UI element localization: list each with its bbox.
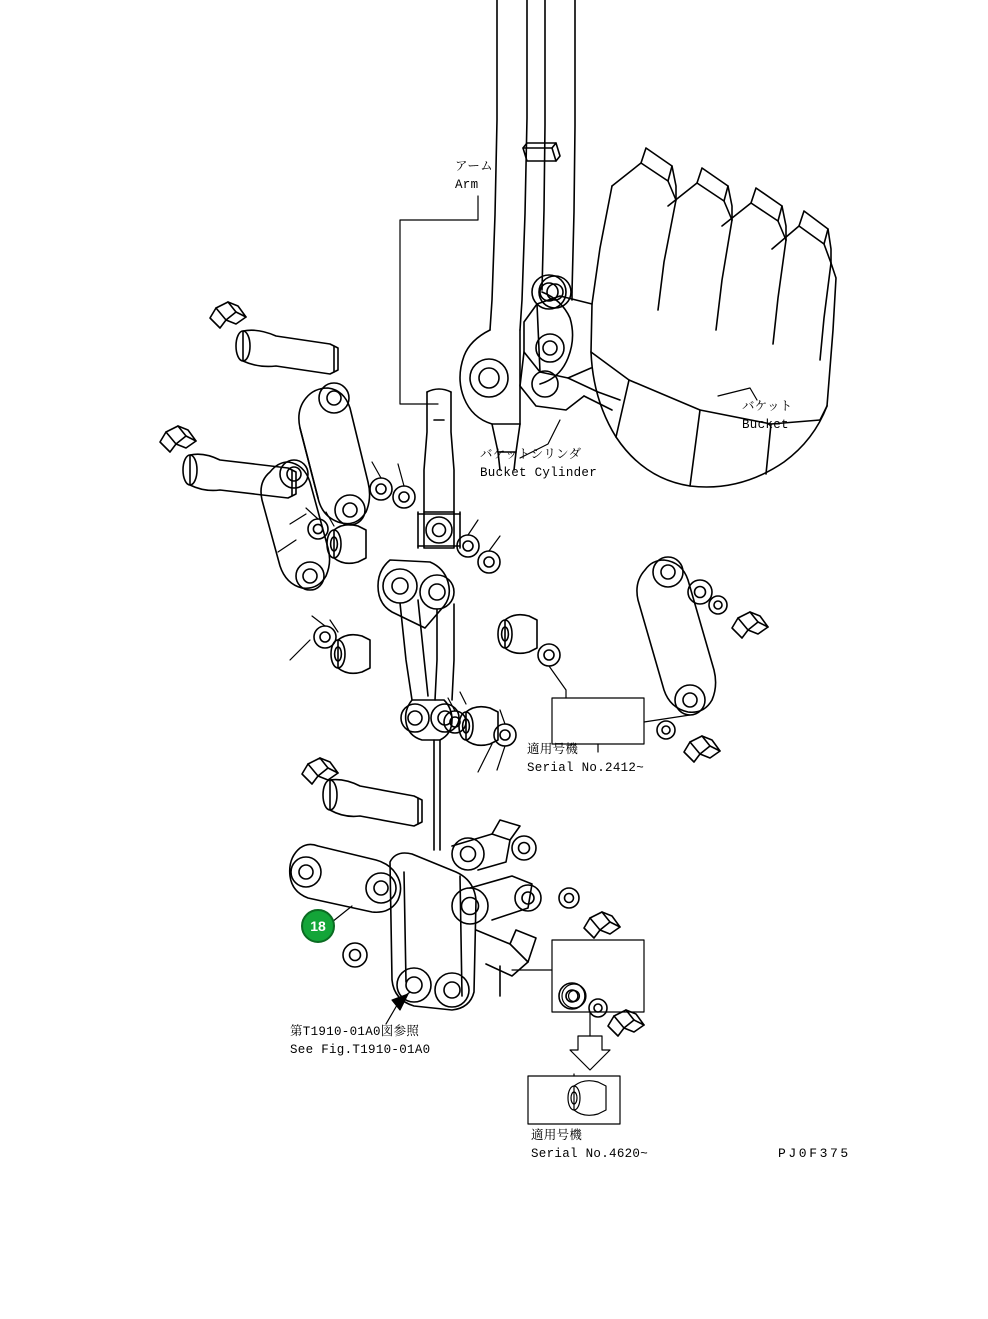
- drawing-code: PJ0F375: [778, 1146, 851, 1161]
- bucket-label-en: Bucket: [742, 418, 789, 432]
- bucket-cylinder-label-jp: バケットシリンダ: [480, 448, 582, 462]
- right-side-link-2412: [637, 557, 768, 762]
- bushing-washer-cluster-lower: [444, 707, 516, 746]
- bucket-assembly: [520, 148, 836, 487]
- arm-label-jp: アーム: [455, 160, 494, 174]
- arm-label-en: Arm: [455, 178, 479, 192]
- callout-18[interactable]: 18: [301, 909, 335, 943]
- bushing-washer-cluster-upper: [308, 478, 500, 573]
- leader-lines: [278, 196, 757, 1124]
- lower-bracket-assembly: [390, 820, 536, 1010]
- serial-note-2412-jp: 適用号機: [527, 743, 579, 757]
- serial-note-4620-jp: 適用号機: [531, 1129, 583, 1143]
- bucket-label-jp: バケット: [742, 400, 793, 414]
- see-figure-note-jp: 第T1910-01A0図参照: [290, 1025, 420, 1039]
- serial-note-2412-en: Serial No.2412~: [527, 761, 645, 775]
- see-figure-note-en: See Fig.T1910-01A0: [290, 1043, 431, 1057]
- second-left-link: [160, 426, 330, 590]
- arm-assembly: [460, 0, 575, 470]
- serial-note-4620-en: Serial No.4620~: [531, 1147, 649, 1161]
- bucket-cylinder-label-en: Bucket Cylinder: [480, 466, 598, 480]
- bucket-cylinder: [418, 389, 460, 548]
